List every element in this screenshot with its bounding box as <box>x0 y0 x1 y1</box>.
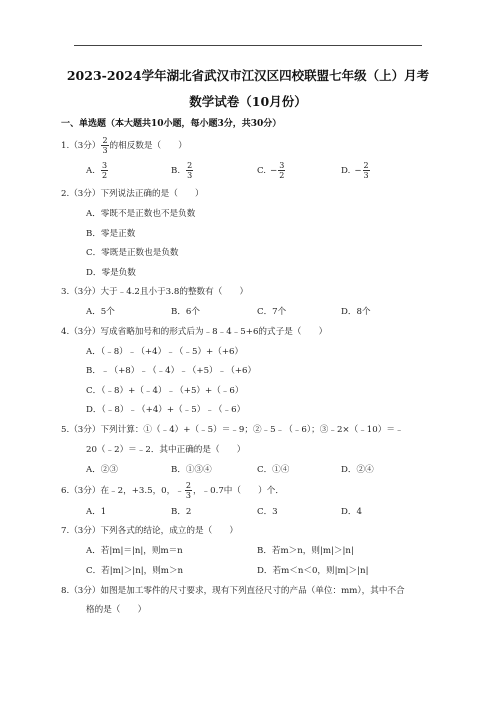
q1-option-a <box>86 161 109 180</box>
q1-option-b-label: B. <box>171 166 181 176</box>
q7-option-b: B．若m＞n，则|m|＞|n| <box>257 546 354 556</box>
question-6-fraction <box>185 481 192 500</box>
question-1-frac-num: 2 <box>102 136 108 145</box>
header-rule <box>74 45 422 46</box>
q2-option-a: A．零既不是正数也不是负数 <box>86 209 196 219</box>
question-6 <box>61 481 284 500</box>
q3-option-d: D．8个 <box>341 307 371 317</box>
page-subtitle: 数学试卷（10月份） <box>189 94 307 109</box>
q4-option-c: C．（﹣8）+（﹣4）﹣（+5）+（﹣6） <box>86 386 244 396</box>
q1-option-b-den: 3 <box>187 171 193 180</box>
q5-option-b: B．①③④ <box>171 465 212 475</box>
q6-option-a: A．1 <box>86 507 107 517</box>
question-6-frac-sign: ﹣ <box>175 486 184 496</box>
q1-option-d-den: 3 <box>363 171 369 180</box>
q3-option-a: A．5个 <box>86 307 115 317</box>
q1-option-d-fraction <box>363 161 370 180</box>
q5-option-a: A．②③ <box>86 465 118 475</box>
q1-option-c-label: C. <box>257 166 267 176</box>
question-6-suffix: ，﹣0.7中（ ）个． <box>192 486 284 496</box>
q6-option-b: B．2 <box>171 507 192 517</box>
question-1-suffix: 的相反数是（ ） <box>109 141 187 151</box>
question-1-prefix: 1.（3分） <box>61 141 101 151</box>
question-2: 2.（3分）下列说法正确的是（ ） <box>61 189 204 199</box>
q1-option-c-sign: − <box>270 166 278 176</box>
q2-option-d: D．零是负数 <box>86 268 136 278</box>
section-heading: 一、单选题（本大题共10小题，每小题3分，共30分） <box>61 119 282 129</box>
question-4: 4.（3分）写成省略加号和的形式后为﹣8﹣4﹣5+6的式子是（ ） <box>61 327 328 337</box>
question-8-line-1: 8.（3分）如图是加工零件的尺寸要求，现有下列直径尺寸的产品（单位：mm），其中不合 <box>61 586 405 596</box>
q6-option-c: C．3 <box>257 507 278 517</box>
question-8-line-2: 格的是（ ） <box>86 605 147 615</box>
q7-option-c: C．若|m|＞|n|，则m＞n <box>86 566 184 576</box>
q1-option-a-den: 2 <box>101 171 108 180</box>
q5-option-d: D．②④ <box>341 465 374 475</box>
q1-option-d <box>341 161 371 180</box>
question-5-line-2: 20（﹣2）＝﹣2．其中正确的是（ ） <box>86 445 246 455</box>
q1-option-a-label: A. <box>86 166 95 176</box>
page-title: 2023-2024学年湖北省武汉市江汉区四校联盟七年级（上）月考 <box>66 68 430 83</box>
question-1-fraction <box>101 136 108 155</box>
q1-option-c-fraction <box>278 161 285 180</box>
q1-option-b-num: 2 <box>187 161 193 170</box>
q6-option-d: D．4 <box>341 507 362 517</box>
q7-option-a: A．若|m|＝|n|，则m＝n <box>86 546 183 556</box>
question-6-prefix: 6.（3分）在﹣2，+3.5，0， <box>61 486 176 496</box>
q7-option-d: D．若m＜n＜0，则|m|＞|n| <box>257 566 369 576</box>
q1-option-d-sign: − <box>354 166 362 176</box>
q4-option-d: D．（﹣8）﹣（+4）+（﹣5）﹣（﹣6） <box>86 405 246 415</box>
q1-option-d-label: D. <box>341 166 351 176</box>
q2-option-b: B．零是正数 <box>86 229 136 239</box>
question-3: 3.（3分）大于﹣4.2且小于3.8的整数有（ ） <box>61 287 249 297</box>
question-5-line-1: 5.（3分）下列计算：①（﹣4）+（﹣5）＝﹣9；②﹣5﹣（﹣6）；③﹣2×（﹣10）＝﹣ <box>61 425 404 435</box>
q1-option-a-num: 3 <box>101 161 108 170</box>
q4-option-b: B．﹣（+8）﹣（﹣4）﹣（+5）﹣（+6） <box>86 366 257 376</box>
q3-option-c: C．7个 <box>257 307 287 317</box>
q1-option-b <box>171 161 194 180</box>
question-7: 7.（3分）下列各式的结论，成立的是（ ） <box>61 526 238 536</box>
q2-option-c: C．零既是正数也是负数 <box>86 248 179 258</box>
q1-option-c-num: 3 <box>279 161 285 170</box>
q3-option-b: B．6个 <box>171 307 200 317</box>
q5-option-c: C．①④ <box>257 465 290 475</box>
question-6-frac-num: 2 <box>185 481 191 490</box>
q1-option-c-den: 2 <box>279 171 285 180</box>
question-1-frac-den: 3 <box>102 146 108 155</box>
q1-option-c <box>257 161 286 180</box>
q1-option-b-fraction <box>186 161 193 180</box>
q1-option-a-fraction <box>101 161 108 180</box>
question-1 <box>61 136 187 155</box>
q4-option-a: A．（﹣8）﹣（+4）﹣（﹣5）+（+6） <box>86 347 244 357</box>
q1-option-d-num: 2 <box>363 161 369 170</box>
question-6-frac-den: 3 <box>185 491 191 500</box>
